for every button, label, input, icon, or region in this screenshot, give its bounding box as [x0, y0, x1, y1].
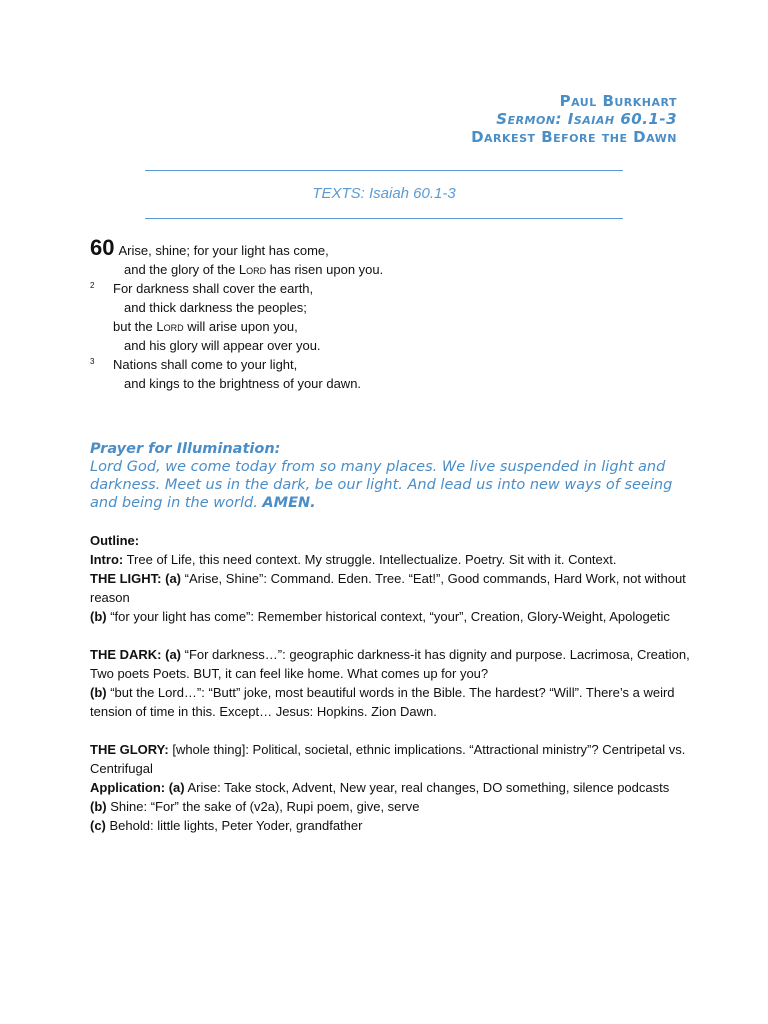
verse-2-line-3: but the Lord will arise upon you, [113, 319, 298, 334]
outline-intro: Intro: Tree of Life, this need context. My struggle. Intellectualize. Poetry. Sit with it. Context. [90, 552, 617, 567]
bottom-divider [145, 218, 623, 219]
sermon-outline [90, 531, 690, 835]
verse-2-line-1: 2 For darkness shall cover the earth, [90, 279, 383, 298]
outline-heading: Outline: [90, 533, 140, 548]
author-name: Paul Burkhart [559, 92, 677, 110]
sermon-title: Sermon: Isaiah 60.1-3 [496, 110, 677, 128]
outline-light-a: THE LIGHT: (a) “Arise, Shine”: Command. Eden. Tree. “Eat!”, Good commands, Hard Work, not without reason [90, 571, 686, 605]
outline-application-b: (b) Shine: “For” the sake of (v2a), Rupi poem, give, serve [90, 799, 420, 814]
verse-number: 3 [90, 357, 95, 366]
verse-number: 2 [90, 281, 95, 290]
sermon-subtitle: Darkest Before the Dawn [471, 128, 677, 146]
chapter-number: 60 [90, 235, 115, 260]
prayer-heading: Prayer for Illumination: [90, 441, 281, 457]
verse-2-line-2: and thick darkness the peoples; [124, 300, 307, 315]
outline-glory: THE GLORY: [whole thing]: Political, societal, ethnic implications. “Attractional ministry”? Centripetal vs. Centrifugal [90, 742, 686, 776]
verse-3-line-1: 3 Nations shall come to your light, [90, 355, 383, 374]
prayer-body: Lord God, we come today from so many places. We live suspended in light and darkness. Meet us in the dark, be our light. And lead us into new ways of seeing and being in the world. AMEN. [90, 459, 673, 511]
top-divider [145, 170, 623, 171]
outline-application-c: (c) Behold: little lights, Peter Yoder, grandfather [90, 818, 363, 833]
verse-3-line-2: and kings to the brightness of your dawn. [124, 376, 362, 391]
document-header [471, 92, 677, 146]
outline-dark-a: THE DARK: (a) “For darkness…”: geographic darkness-it has dignity and purpose. Lacrimosa, Creation, Two poets Poets. BUT, it can feel like home. What comes up for you? [90, 647, 690, 681]
texts-label: TEXTS: Isaiah 60.1-3 [312, 185, 456, 202]
verse-1-line-2: and the glory of the Lord has risen upon you. [124, 262, 384, 277]
scripture-passage [90, 235, 384, 393]
outline-light-b: (b) “for your light has come”: Remember historical context, “your”, Creation, Glory-Weight, Apologetic [90, 609, 670, 624]
prayer-for-illumination [90, 440, 690, 512]
verse-1-line-1: 60 Arise, shine; for your light has come, [90, 235, 329, 260]
verse-2-line-4: and his glory will appear over you. [124, 338, 321, 353]
outline-application-a: Application: (a) Arise: Take stock, Advent, New year, real changes, DO something, silence podcasts [90, 780, 670, 795]
outline-dark-b: (b) “but the Lord…”: “Butt” joke, most beautiful words in the Bible. The hardest? “Will”. There’s a weird tension of time in this. Except… Jesus: Hopkins. Zion Dawn. [90, 685, 675, 719]
prayer-amen: AMEN. [262, 495, 316, 511]
